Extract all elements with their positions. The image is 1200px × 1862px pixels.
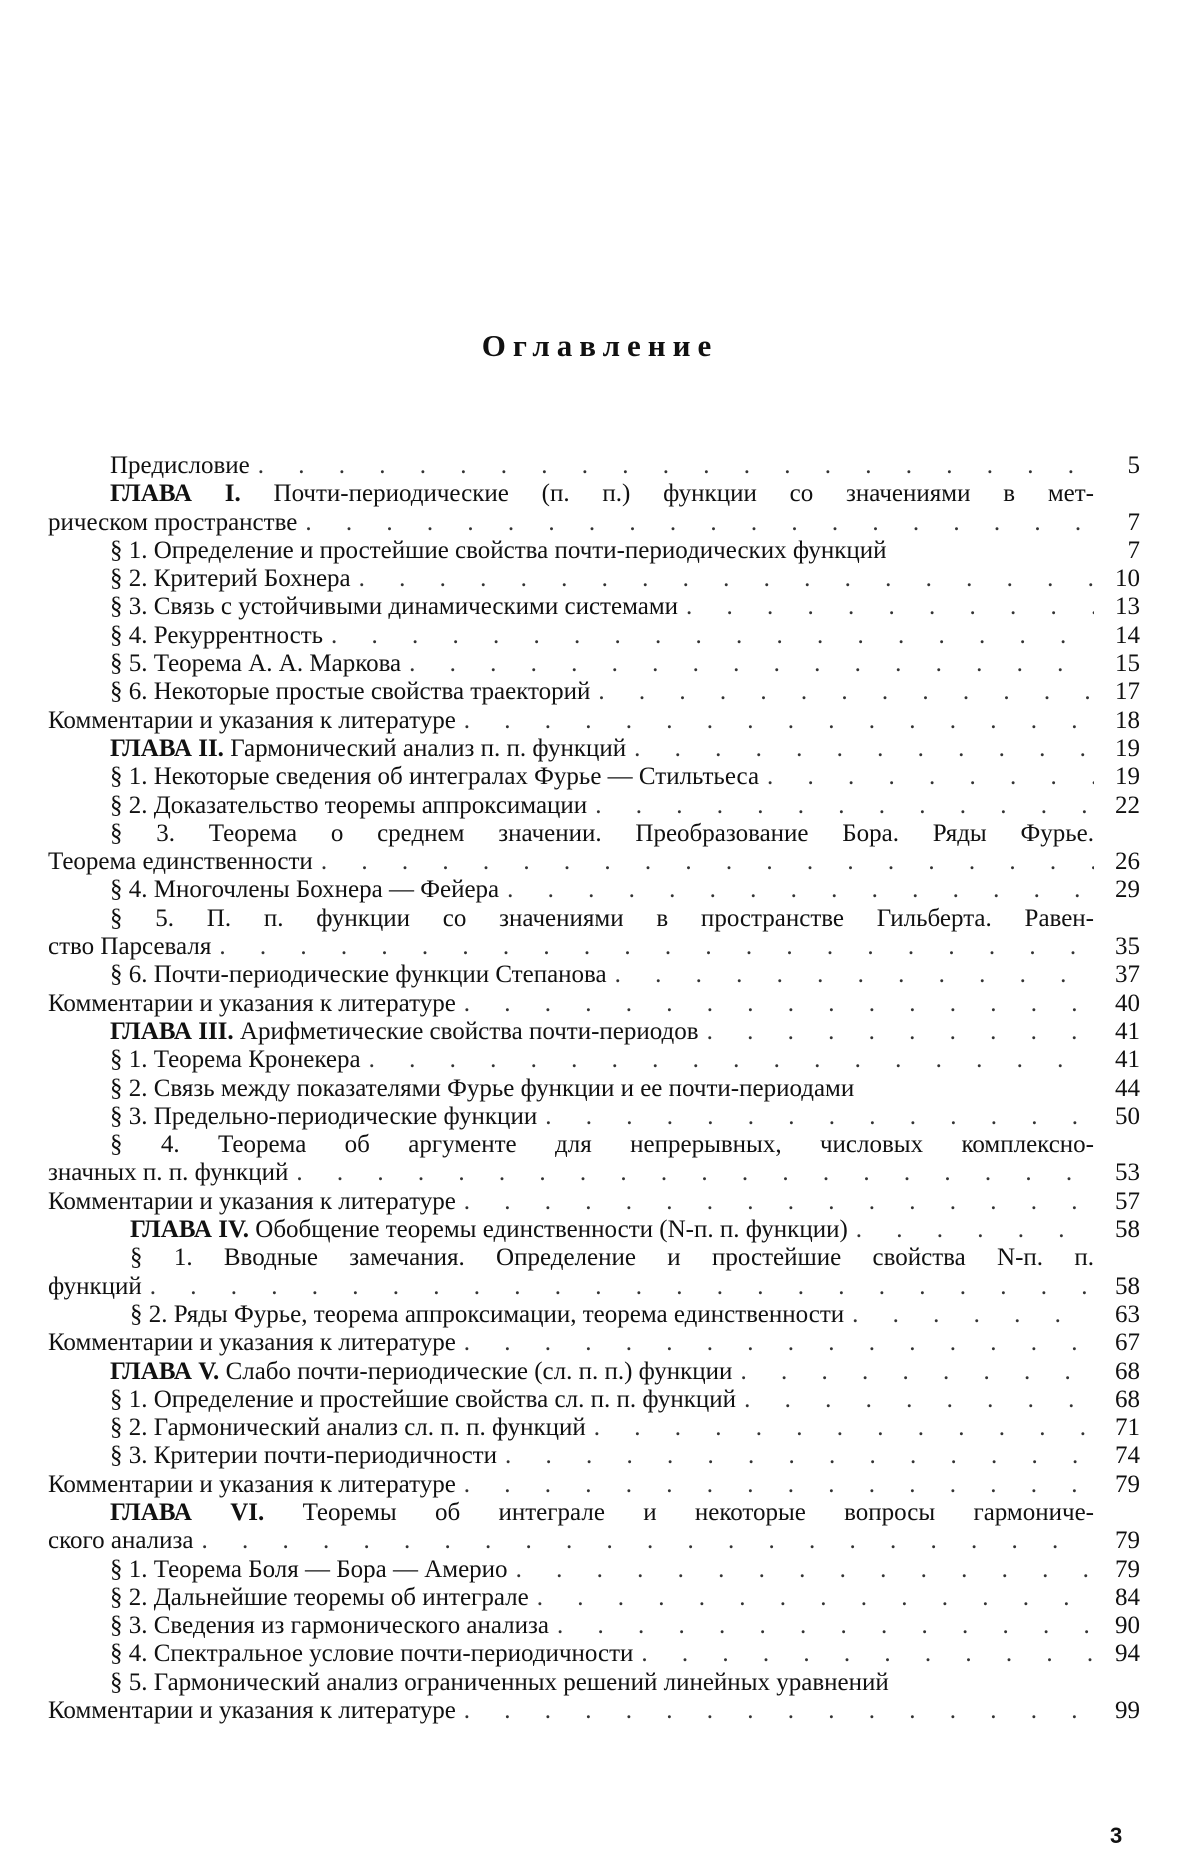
toc-comments: Комментарии и указания к литературе . . . 40	[48, 990, 1140, 1018]
toc-chapter-5: ГЛАВА V. Слабо почти-периодические (сл. п. п.) функции . . . 68	[48, 1358, 1140, 1386]
toc-section: § 2. Доказательство теоремы аппроксимации . . . 22	[48, 792, 1140, 820]
toc-section: § 5. Теорема А. А. Маркова . . . 15	[48, 650, 1140, 678]
toc-section: § 4. Рекуррентность . . . 14	[48, 622, 1140, 650]
toc-section: § 1. Теорема Кронекера . . . 41	[48, 1046, 1140, 1074]
toc-section: § 2. Связь между показателями Фурье функции и ее почти-периодами 44	[110, 1074, 1140, 1102]
table-of-contents	[48, 452, 1140, 1725]
toc-section: § 3. Связь с устойчивыми динамическими системами . . . 13	[48, 593, 1140, 621]
toc-comments: Комментарии и указания к литературе . . . 57	[48, 1188, 1140, 1216]
toc-section: § 3. Сведения из гармонического анализа . . . 90	[48, 1612, 1140, 1640]
toc-page-number: 5	[1127, 452, 1140, 479]
toc-section: § 1. Теорема Боля — Бора — Америо . . . 79	[48, 1556, 1140, 1584]
toc-section: § 2. Гармонический анализ сл. п. п. функций . . . 71	[48, 1414, 1140, 1442]
toc-chapter-3: ГЛАВА III. Арифметические свойства почти-периодов . . . 41	[48, 1018, 1140, 1046]
toc-section: § 6. Почти-периодические функции Степанова . . . 37	[48, 961, 1140, 989]
toc-section: § 4. Теорема об аргументе для непрерывных, числовых комплексно- значных п. п. функций . . . 53	[48, 1131, 1140, 1188]
toc-section: § 1. Определение и простейшие свойства сл. п. п. функций . . . 68	[48, 1386, 1140, 1414]
toc-comments: Комментарии и указания к литературе . . . 67	[48, 1329, 1140, 1357]
toc-section: § 5. Гармонический анализ ограниченных решений линейных уравнений	[110, 1668, 889, 1696]
toc-section: § 4. Многочлены Бохнера — Фейера . . . 29	[48, 876, 1140, 904]
toc-section: § 1. Некоторые сведения об интегралах Фурье — Стильтьеса . . . 19	[48, 763, 1140, 791]
toc-section: § 5. П. п. функции со значениями в пространстве Гильберта. Равен- ство Парсеваля . . . 35	[48, 905, 1140, 962]
toc-section: § 1. Определение и простейшие свойства почти-периодических функций 7	[110, 536, 1140, 564]
toc-chapter-2: ГЛАВА II. Гармонический анализ п. п. функций . . . 19	[48, 735, 1140, 763]
toc-section: § 2. Дальнейшие теоремы об интеграле . . . 84	[48, 1584, 1140, 1612]
toc-section: § 2. Ряды Фурье, теорема аппроксимации, теорема единственности . . . 63	[48, 1301, 1140, 1329]
toc-section: § 4. Спектральное условие почти-периодичности . . . 94	[48, 1640, 1140, 1668]
toc-chapter-1: ГЛАВА I. Почти-периодические (п. п.) функции со значениями в мет- рическом пространстве . . . 7	[48, 480, 1140, 537]
toc-chapter-4: ГЛАВА IV. Обобщение теоремы единственности (N-п. п. функции) . . . 58	[48, 1216, 1140, 1244]
page-title: Оглавление	[481, 328, 719, 363]
toc-comments: Комментарии и указания к литературе . . . 79	[48, 1471, 1140, 1499]
toc-entry-preface: Предисловие . . . 5	[48, 452, 1140, 480]
toc-chapter-6: ГЛАВА VI. Теоремы об интеграле и некоторые вопросы гармониче- ского анализа . . . 79	[48, 1499, 1140, 1556]
toc-page-number: 7	[1127, 508, 1140, 536]
toc-comments: Комментарии и указания к литературе . . . 99	[48, 1697, 1140, 1725]
toc-comments: Комментарии и указания к литературе . . . 18	[48, 707, 1140, 735]
toc-section: § 2. Критерий Бохнера . . . 10	[48, 565, 1140, 593]
toc-section: § 6. Некоторые простые свойства траекторий . . . 17	[48, 678, 1140, 706]
toc-section: § 3. Предельно-периодические функции . . . 50	[48, 1103, 1140, 1131]
toc-section: § 3. Критерии почти-периодичности . . . 74	[48, 1442, 1140, 1470]
page-number: 3	[1110, 1823, 1123, 1848]
toc-section: § 3. Теорема о среднем значении. Преобразование Бора. Ряды Фурье. Теорема единственности . . . 26	[48, 820, 1140, 877]
toc-section: § 1. Вводные замечания. Определение и простейшие свойства N-п. п. функций . . . 58	[48, 1244, 1140, 1301]
